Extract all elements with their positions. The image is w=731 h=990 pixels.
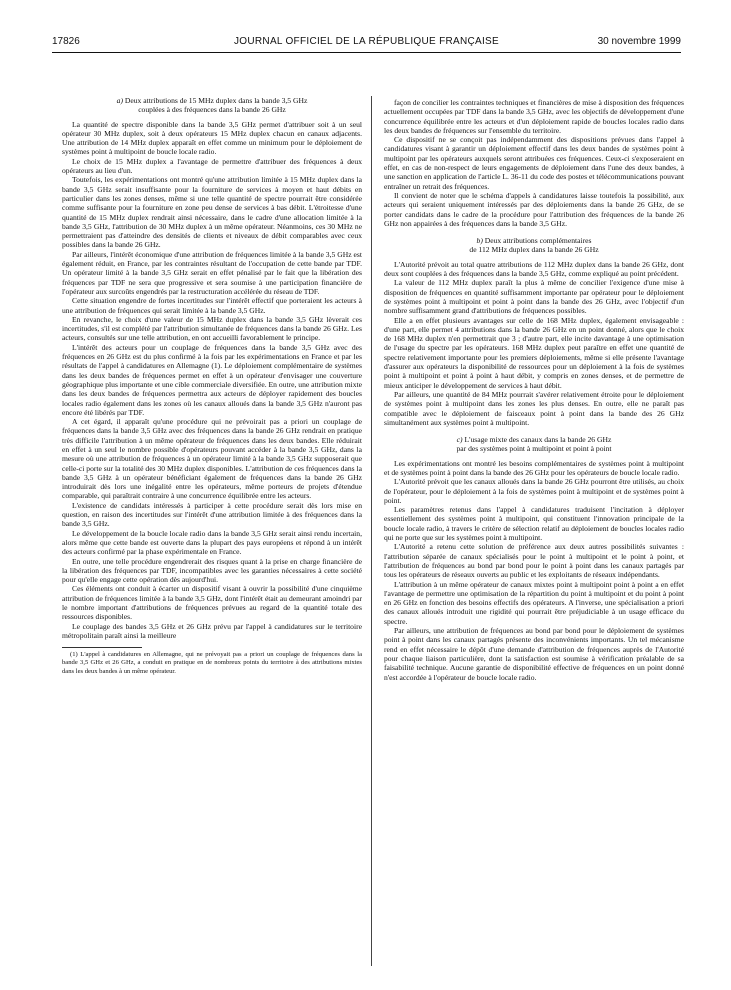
section-b-label: b) — [476, 236, 483, 246]
paragraph: Toutefois, les expérimentations ont montré qu'une attribution limitée à 15 MHz duplex dans la bande 3,5 GHz serait insuffisante pour la fourniture de services à moyen et haut débits en particulier dans les zones denses, même si une telle quantité de spectre pourrait être considérée comme suffisante pour la fourniture en zone peu dense de services à bas débit. L'étroitesse d'une quantité de 15 MHz duplex rendrait ainsi nécessaire, dans le cadre d'une allocation limitée à la bande 3,5 GHz, l'attribution de 30 MHz duplex à un même opérateur. Néanmoins, ces 30 MHz ne permettraient pas d'atteindre des densités de clients et niveaux de débit comparables avec ceux possibles dans la bande 26 GHz. — [62, 175, 362, 250]
paragraph: Le développement de la boucle locale radio dans la bande 3,5 GHz serait ainsi rendu incertain, alors même que cette bande est ouverte dans la plupart des pays européens et répond à un intérêt des acteurs confirmé par la phase expérimentale en France. — [62, 528, 362, 557]
paragraph: En revanche, le choix d'une valeur de 15 MHz duplex dans la bande 3,5 GHz lèverait ces incertitudes, s'il est complété par l'attribution simultanée de fréquences dans la bande 26 GHz. Les acteurs, consultés sur une telle attribution, en ont accueilli favorablement le principe. — [62, 314, 362, 343]
left-column — [62, 96, 362, 676]
footnote: (1) L'appel à candidatures en Allemagne, qui ne prévoyait pas a priori un couplage de fréquences dans la bande 3,5 GHz et 26 GHz, a conduit en pratique en de nombreux points du territoire à des attributions mixtes dans les deux bandes à un même opérateur. — [62, 651, 362, 675]
paragraph: Ces éléments ont conduit à écarter un dispositif visant à ouvrir la possibilité d'une cinquième attribution de fréquences limitée à la bande 3,5 GHz, dont l'intérêt était au demeurant amoindri par le nombre important d'attributions de fréquences prévues au regard de la quantité totale des ressources disponibles. — [62, 584, 362, 622]
paragraph: La quantité de spectre disponible dans la bande 3,5 GHz permet d'attribuer soit à un seul opérateur 30 MHz duplex, soit à deux opérateurs 15 MHz duplex chacun en canaux adjacents. Une attribution de 14 MHz duplex apparaît en effet comme un minimum pour le déploiement de systèmes point à multipoint de boucle locale radio. — [62, 119, 362, 157]
paragraph: Ce dispositif ne se conçoit pas indépendamment des dispositions prévues dans l'appel à candidatures visant à garantir un déploiement effectif dans les deux bandes de systèmes point à multipoint par les opérateurs auxquels seront attribuées ces fréquences. Ceux-ci s'exposeraient en effet, en cas de non-respect de leurs engagements de déploiement dans l'une des deux bandes, à une sanction en application de l'article L. 36-11 du code des postes et télécommunications pouvant entraîner un retrait des fréquences. — [384, 135, 684, 191]
paragraph: Les expérimentations ont montré les besoins complémentaires de systèmes point à multipoint et de systèmes point à point dans la bande des 26 GHz pour les opérateurs de boucle locale radio. — [384, 458, 684, 477]
paragraph: L'intérêt des acteurs pour un couplage de fréquences dans la bande 3,5 GHz avec des fréquences en 26 GHz est du plus confirmé à la fois par les expérimentations en France et par les résultats de l'appel à candidatures en Allemagne (1). Le déploiement complémentaire de systèmes dans les deux bandes de fréquences permet en effet à un opérateur d'envisager une couverture géographique plus importante et une cible commerciale diversifiée. En outre, une attribution mixte dans les deux bandes de fréquences permettra aux acteurs de déployer rapidement des boucles locales radio également dans les zones où les canaux alloués dans la bande 3,5 GHz n'auront pas encore été libérés par TDF. — [62, 342, 362, 417]
paragraph: A cet égard, il apparaît qu'une procédure qui ne prévoirait pas a priori un couplage de fréquences dans la bande 3,5 GHz avec des fréquences dans la bande 26 GHz rendrait en pratique très difficile l'attribution à un même opérateur de fréquences dans les deux bandes. Elle réduirait en effet à un seul le nombre possible d'opérateurs pouvant accéder à la bande 3,5 GHz, dans la mesure où une attribution de fréquences à un opérateur limité à la bande 3,5 GHz supposerait que celle-ci porte sur la totalité des 30 MHz duplex disponibles. L'attribution de ces fréquences dans la bande 3,5 GHz à un opérateur bénéficiant également de fréquences dans la bande 26 GHz introduirait dès lors une inégalité entre les opérateurs, même porteurs de projets d'étendue comparable, qui paraîtrait contraire à une concurrence équilibrée entre les acteurs. — [62, 417, 362, 501]
paragraph: Le choix de 15 MHz duplex a l'avantage de permettre d'attribuer des fréquences à deux opérateurs au lieu d'un. — [62, 156, 362, 176]
paragraph: L'Autorité prévoit au total quatre attributions de 112 MHz duplex dans la bande 26 GHz, dont deux sont couplées à des fréquences dans la bande 3,5 GHz, comme expliqué au point précédent. — [384, 259, 684, 279]
page-number: 17826 — [52, 36, 80, 47]
section-a-title-line2: couplées à des fréquences dans la bande 26 GHz — [138, 105, 286, 115]
section-c-label: c) — [456, 435, 463, 445]
page-header — [52, 36, 681, 53]
paragraph: Les paramètres retenus dans l'appel à candidatures traduisent l'incitation à déployer essentiellement des systèmes point à multipoint, qui constituent l'innovation principale de la boucle locale radio, à travers le critère de sélection relatif au déploiement de boucles locales radio qui ne porte que sur les systèmes point à multipoint. — [384, 505, 684, 543]
paragraph: L'Autorité prévoit que les canaux alloués dans la bande 26 GHz pourront être utilisés, au choix de l'opérateur, pour le déploiement à la fois de systèmes point à multipoint et de systèmes point à point. — [384, 477, 684, 505]
section-b-heading — [390, 236, 678, 255]
right-intro-paragraphs — [384, 98, 684, 228]
section-a-heading — [68, 96, 356, 115]
paragraph: Par ailleurs, une quantité de 84 MHz pourrait s'avérer relativement étroite pour le déploiement de systèmes point à multipoint dans les zones les plus denses. En outre, elle ne paraît pas compatible avec le déploiement de faisceaux point à point dans la bande des 26 GHz simultanément aux systèmes point à multipoint. — [384, 389, 684, 427]
right-column — [384, 98, 684, 682]
paragraph: Le couplage des bandes 3,5 GHz et 26 GHz prévu par l'appel à candidatures sur le territoire métropolitain paraît ainsi la meilleure — [62, 621, 362, 640]
journal-title: JOURNAL OFFICIEL DE LA RÉPUBLIQUE FRANÇAISE — [234, 36, 499, 47]
paragraph: Par ailleurs, l'intérêt économique d'une attribution de fréquences limitée à la bande 3,5 GHz est également réduit, en France, par les contraintes résultant de l'occupation de cette bande par TDF. Un opérateur limité à la bande 3,5 GHz serait en effet pénalisé par le fait que la libération des fréquences par TDF ne sera que progressive et sera soumise à une participation financière de l'opérateur aux surcoûts engendrés par la restructuration accélérée du réseau de TDF. — [62, 249, 362, 296]
paragraph: Par ailleurs, une attribution de fréquences au bond par bond pour le déploiement de systèmes point à point dans les canaux partagés présente des inconvénients importants. Un tel mécanisme rend en effet nécessaire le dépôt d'une demande d'attribution de fréquences auprès de l'Autorité pour chaque liaison particulière, dont la satisfaction est soumise à vérification préalable de sa faisabilité technique. Aucune garantie de disponibilité effective de fréquences en un point donné n'est accordée à l'opérateur de boucle locale radio. — [384, 626, 684, 682]
paragraph: En outre, une telle procédure engendrerait des risques quant à la prise en charge financière de la libération des fréquences par TDF, incompatibles avec les garanties nécessaires à cette société pour qu'elle engage cette opération dès aujourd'hui. — [62, 556, 362, 585]
section-c-heading — [390, 435, 678, 454]
paragraph: Cette situation engendre de fortes incertitudes sur l'intérêt effectif que porteraient les acteurs à une attribution de fréquences qui serait limitée à la bande 3,5 GHz. — [62, 296, 362, 315]
section-a-title-line1: Deux attributions de 15 MHz duplex dans la bande 3,5 GHz — [124, 96, 308, 105]
paragraph: L'existence de candidats intéressés à participer à cette procédure serait dès lors mise en question, en raison des incertitudes sur l'intérêt d'une attribution limitée à des fréquences dans la bande 3,5 GHz. — [62, 500, 362, 529]
section-b-title-line1: Deux attributions complémentaires — [484, 236, 592, 246]
section-b-paragraphs — [384, 260, 684, 427]
section-c-title-line1: L'usage mixte des canaux dans la bande 26 GHz — [464, 435, 612, 445]
footnote-rule — [62, 647, 142, 648]
paragraph: L'Autorité a retenu cette solution de préférence aux deux autres possibilités suivantes : l'attribution séparée de canaux spécialisés pour le point à multipoint et le point à point, et l'attribution de fréquences au bond par bond pour le point à point dans les canaux partagés par tous les opérateurs de réseaux ouverts au public et les exploitants de réseaux indépendants. — [384, 542, 684, 580]
paragraph: La valeur de 112 MHz duplex paraît la plus à même de concilier l'exigence d'une mise à disposition de fréquences en quantité suffisamment importante par opérateur pour le déploiement de systèmes point à multipoint et point à point dans la bande des 26 GHz, avec l'objectif d'un nombre suffisamment grand d'attributions de fréquences possibles. — [384, 278, 684, 316]
section-c-title-line2: par des systèmes point à multipoint et point à point — [456, 444, 612, 454]
left-paragraphs — [62, 120, 362, 641]
paragraph: Il convient de noter que le schéma d'appels à candidatures laisse toutefois la possibilité, aux acteurs qui seraient uniquement intéressés par des déploiements dans la bande 26 GHz, de se porter candidats dans le cadre de la procédure pour l'attribution des fréquences de la bande 26 GHz non appairées à des fréquences dans la bande 3,5 GHz. — [384, 190, 684, 228]
column-divider — [371, 96, 372, 966]
section-a-label: a) — [116, 96, 123, 105]
paragraph: Elle a en effet plusieurs avantages sur celle de 168 MHz duplex, également envisageable : d'une part, elle permet 4 attributions dans la bande 26 GHz en un point donné, alors que le choix de 168 MHz duplex n'en permettrait que 3 ; d'autre part, elle incite davantage à une optimisation de l'usage du spectre par les opérateurs. 168 MHz duplex peut paraître en effet une quantité de spectre relativement importante pour les premiers déploiements, même si elle présente l'avantage d'assurer aux opérateurs la disponibilité de ressources pour un déploiement à la fois de systèmes point à multipoint et point à point à haut débit, y compris en zones denses, et de permettre de mieux anticiper le développement de services à haut débit. — [384, 315, 684, 390]
section-c-paragraphs — [384, 459, 684, 682]
paragraph: L'attribution à un même opérateur de canaux mixtes point à multipoint point à point a en effet l'avantage de permettre une optimisation de la répartition du point à multipoint et du point à point en 26 GHz en fonction des besoins effectifs des opérateurs. A l'inverse, une spécialisation a priori des canaux alloués introduit une rigidité qui pourrait être préjudiciable à un usage efficace du spectre. — [384, 579, 684, 626]
section-b-title-line2: de 112 MHz duplex dans la bande 26 GHz — [469, 245, 599, 255]
paragraph: façon de concilier les contraintes techniques et financières de mise à disposition des fréquences actuellement occupées par TDF dans la bande 3,5 GHz, avec les objectifs de développement d'une concurrence équilibrée entre les acteurs et d'un déploiement rapide de boucles locales radio dans les deux bandes de fréquences sur l'ensemble du territoire. — [384, 98, 684, 135]
issue-date: 30 novembre 1999 — [597, 36, 681, 47]
